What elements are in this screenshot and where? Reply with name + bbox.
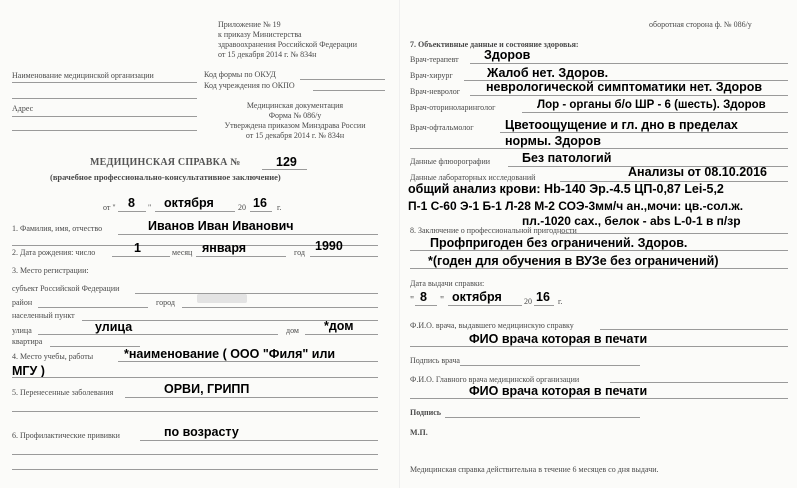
subject-label: субъект Российской Федерации (12, 284, 120, 293)
redacted-city (197, 294, 247, 303)
issue-month-line (155, 211, 235, 212)
ophthalmologist-line-2 (410, 148, 788, 149)
objective-label: 7. Объективные данные и состояние здоровья: (410, 40, 579, 49)
vaccinations-label: 6. Профилактические прививки (12, 431, 120, 440)
city-label: город (156, 298, 175, 307)
neurologist-label: Врач-невролог (410, 87, 461, 96)
ophthalmologist-value-1: Цветоощущение и гл. дно в пределах (505, 118, 738, 132)
date-prefix: от " (103, 203, 116, 212)
stamp-label: М.П. (410, 428, 428, 437)
issue-year: 16 (253, 196, 267, 210)
lab-value-3: П-1 С-60 Э-1 Б-1 Л-28 М-2 СОЭ-3мм/ч ан.,мочи: цв.-сол.ж. (408, 199, 744, 213)
chief-fio-label: Ф.И.О. Главного врача медицинской организации (410, 375, 580, 384)
fluorography-label: Данные флюорографии (410, 157, 491, 166)
diseases-value: ОРВИ, ГРИПП (164, 382, 250, 396)
dob-year: 1990 (315, 239, 343, 253)
district-label: район (12, 298, 33, 307)
chief-fio-line (610, 382, 788, 383)
okud-label: Код формы по ОКУД (204, 70, 276, 79)
therapist-line (470, 63, 788, 64)
order-header: Приложение № 19 к приказу Министерства здравоохранения Российской Федерации от 15 декабря 2014 г. № 834н (218, 20, 357, 59)
issue-day: 8 (128, 196, 135, 210)
surgeon-label: Врач-хирург (410, 71, 453, 80)
conclusion-label: 8. Заключение о профессиональной пригодности (410, 226, 577, 235)
locality-label: населенный пункт (12, 311, 75, 320)
dob-year-line (310, 256, 378, 257)
lab-label: Данные лабораторных исследований (410, 173, 536, 182)
validity-note: Медицинская справка действительна в течение 6 месяцев со дня выдачи. (410, 465, 659, 474)
doc-type-block: Медицинская документация Форма № 086/у Утверждена приказом Минздрава России от 15 декабря 2014 г. № 834н (224, 101, 366, 140)
ophthalmologist-label: Врач-офтальмолог (410, 123, 474, 132)
district-line (38, 307, 148, 308)
address-line (12, 116, 197, 117)
study-value-1: *наименование ( ООО "Филя" или (124, 347, 336, 361)
surgeon-value: Жалоб нет. Здоров. (487, 66, 609, 80)
okpo-line (313, 90, 385, 91)
date-mid-quote: " (148, 203, 152, 212)
certificate-title: МЕДИЦИНСКАЯ СПРАВКА № (90, 157, 241, 168)
apartment-label: квартира (12, 337, 43, 346)
right-issue-day-line (415, 305, 437, 306)
street-label: улица (12, 326, 32, 335)
ophthalmologist-line (500, 132, 788, 133)
diseases-line-2 (12, 411, 378, 412)
study-line (118, 361, 378, 362)
diseases-label: 5. Перенесенные заболевания (12, 388, 114, 397)
sign-label: Подпись (410, 408, 442, 417)
conclusion-line-2 (410, 250, 788, 251)
issue-date-close-quote: " (440, 295, 445, 306)
right-date-year-prefix: 20 (524, 297, 532, 306)
right-issue-year: 16 (536, 290, 550, 304)
dob-month-label: месяц (172, 248, 193, 257)
conclusion-line (560, 233, 788, 234)
right-issue-day: 8 (420, 290, 427, 304)
conclusion-line-3 (410, 268, 788, 269)
ophthalmologist-value-2: нормы. Здоров (505, 134, 601, 148)
registration-label: 3. Место регистрации: (12, 266, 89, 275)
issue-year-line (250, 211, 272, 212)
date-g: г. (277, 203, 282, 212)
lab-value-4: пл.-1020 сах., белок - abs L-0-1 в п/зр (522, 214, 741, 228)
study-value-2: МГУ ) (12, 364, 45, 378)
conclusion-value-2: *(годен для обучения в ВУЗе без ограничений) (428, 254, 719, 268)
city-line (182, 307, 378, 308)
chief-fio-value: ФИО врача которая в печати (469, 384, 648, 398)
okpo-label: Код учреждения по ОКПО (204, 81, 295, 90)
ent-label: Врач-оториноларинголог (410, 103, 496, 112)
fio-label: 1. Фамилия, имя, отчество (12, 224, 103, 233)
house-label: дом (286, 326, 299, 335)
neurologist-line (470, 95, 788, 96)
certificate-number-line (262, 169, 307, 170)
certificate-subtitle: (врачебное профессионально-консультативное заключение) (50, 172, 281, 182)
diseases-line (125, 397, 378, 398)
right-issue-month: октября (452, 290, 502, 304)
org-name-label: Наименование медицинской организации (12, 71, 154, 80)
therapist-label: Врач-терапевт (410, 55, 459, 64)
doctor-sign-label: Подпись врача (410, 356, 460, 365)
doctor-fio-line (600, 329, 788, 330)
neurologist-value: неврологической симптоматики нет. Здоров (486, 80, 763, 94)
dob-month: января (202, 241, 247, 255)
right-date-g: г. (558, 297, 563, 306)
therapist-value: Здоров (484, 48, 531, 62)
org-name-line (12, 82, 197, 83)
vaccinations-line (140, 440, 378, 441)
house-line (305, 334, 378, 335)
street-value: улица (95, 320, 133, 334)
chief-fio-line-2 (410, 398, 788, 399)
right-issue-month-line (448, 305, 522, 306)
vaccinations-line-3 (12, 469, 378, 470)
issue-date-label: Дата выдачи справки: (410, 279, 485, 288)
street-line (38, 334, 278, 335)
vaccinations-line-2 (12, 454, 378, 455)
conclusion-value-1: Профпригоден без ограничений. Здоров. (430, 236, 688, 250)
issue-day-line (118, 211, 146, 212)
address-label: Адрес (12, 104, 34, 113)
study-line-2 (12, 377, 378, 378)
certificate-number: 129 (276, 155, 297, 169)
back-side-label: оборотная сторона ф. № 086/у (649, 20, 752, 29)
dob-year-label: год (294, 248, 305, 257)
fio-line (118, 234, 378, 235)
date-year-prefix: 20 (238, 203, 246, 212)
dob-day: 1 (134, 241, 141, 255)
dob-day-line (112, 256, 170, 257)
subject-line (135, 293, 378, 294)
org-name-line-2 (12, 98, 197, 99)
lab-value-2: общий анализ крови: Hb-140 Эр.-4.5 ЦП-0,87 Lei-5,2 (408, 182, 724, 196)
house-value: *дом (324, 319, 354, 333)
fio-value: Иванов Иван Иванович (148, 219, 294, 233)
dob-month-line (196, 256, 286, 257)
okud-line (300, 79, 385, 80)
vaccinations-value: по возрасту (164, 425, 239, 439)
dob-label: 2. Дата рождения: число (12, 248, 96, 257)
issue-month: октября (164, 196, 214, 210)
issue-date-open-quote: " (410, 295, 415, 306)
ent-line (522, 112, 788, 113)
doctor-fio-line-2 (410, 346, 788, 347)
study-label: 4. Место учебы, работы (12, 352, 94, 361)
sign-line (445, 417, 640, 418)
doctor-fio-value: ФИО врача которая в печати (469, 332, 648, 346)
address-line-2 (12, 130, 197, 131)
page-fold (399, 0, 400, 488)
doctor-sign-line (460, 365, 640, 366)
fluorography-value: Без патологий (522, 151, 612, 165)
doctor-fio-label: Ф.И.О. врача, выдавшего медицинскую справку (410, 321, 574, 330)
right-issue-year-line (534, 305, 554, 306)
lab-value-1: Анализы от 08.10.2016 (628, 165, 767, 179)
ent-value: Лор - органы б/о ШР - 6 (шесть). Здоров (537, 99, 766, 111)
